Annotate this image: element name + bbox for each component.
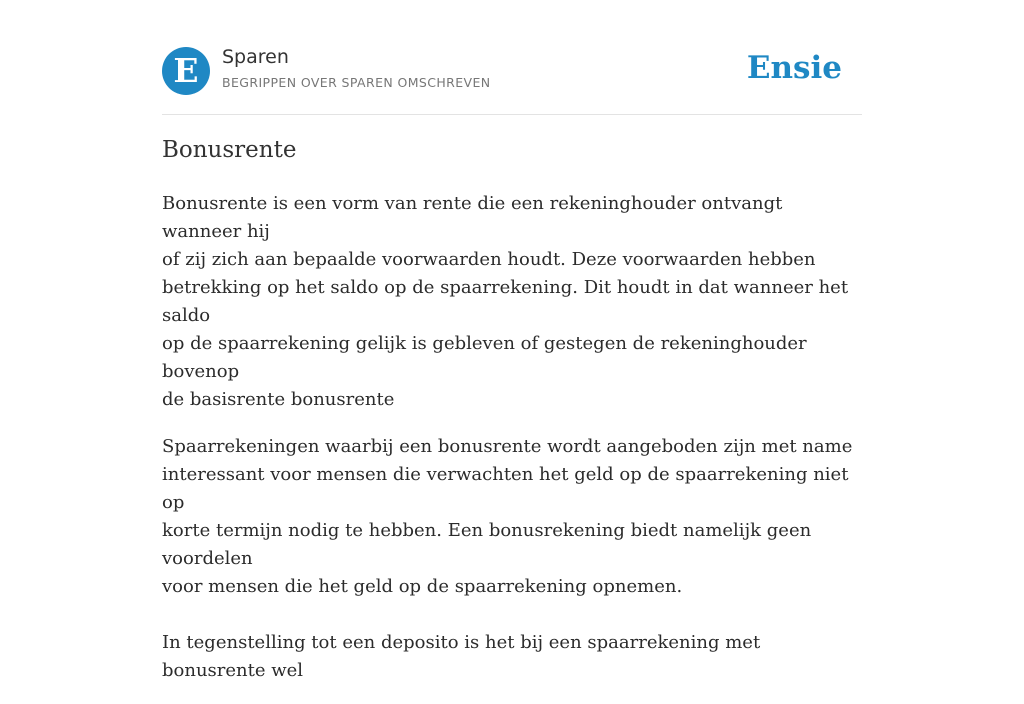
brand-logo[interactable]: Ensie [746, 50, 842, 86]
article-paragraph: Spaarrekeningen waarbij een bonusrente wordt aangeboden zijn met name interessant voor mensen die verwachten het geld op de spaarrekening niet op korte termijn nodig te hebben. Een bonusrekening biedt namelijk geen voordelen voor mensen die het geld op de spaarrekening opnemen. [162, 436, 853, 597]
site-title[interactable]: Sparen [222, 46, 289, 68]
article-paragraph: Bonusrente is een vorm van rente die een rekeninghouder ontvangt wanneer hij of zij zich aan bepaalde voorwaarden houdt. Deze voorwaarden hebben betrekking op het saldo op de spaarrekening. Dit houdt in dat wanneer het saldo op de spaarrekening gelijk is gebleven of gestegen de rekeninghouder bovenop de basisrente bonusrente [162, 193, 849, 410]
article-paragraph: In tegenstelling tot een deposito is het bij een spaarrekening met bonusrente wel [162, 632, 761, 681]
site-subtitle: BEGRIPPEN OVER SPAREN OMSCHREVEN [222, 75, 491, 90]
article-body [162, 190, 862, 704]
site-logo-icon[interactable]: E [162, 47, 210, 95]
page-container [162, 0, 862, 681]
page-title: Bonusrente [162, 137, 297, 163]
site-header [162, 0, 862, 115]
